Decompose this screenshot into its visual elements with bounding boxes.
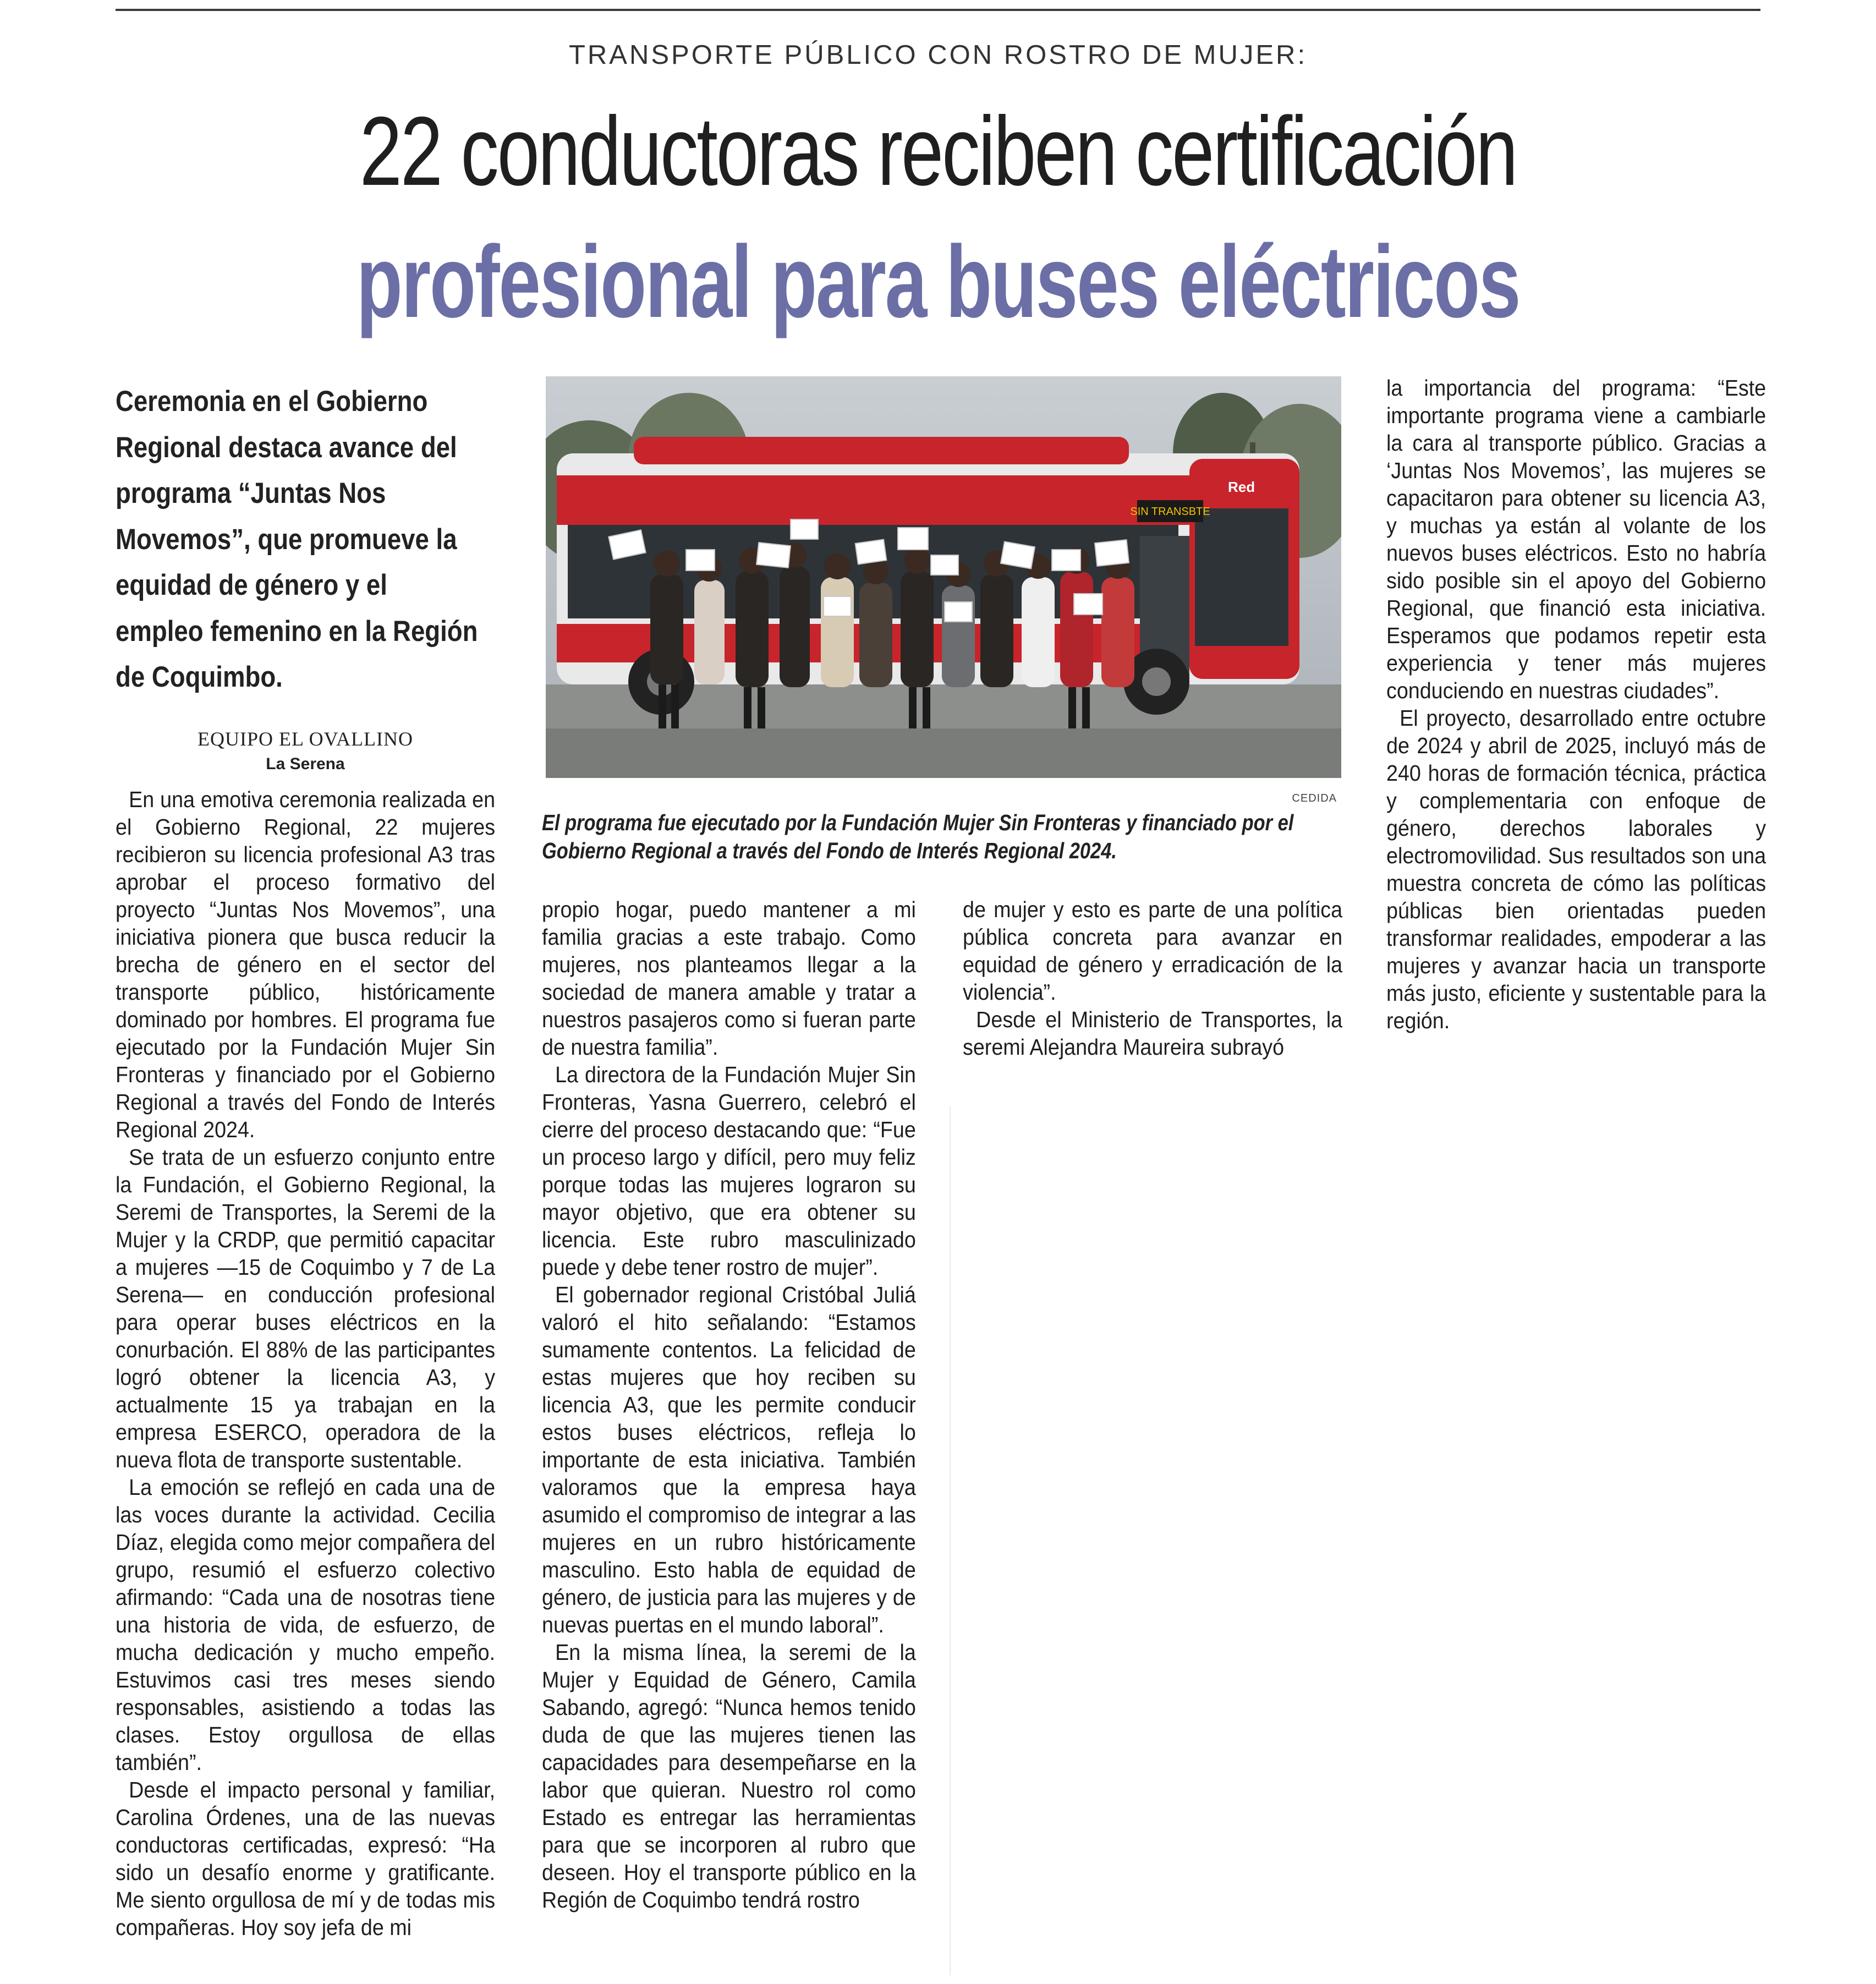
paragraph: Desde el impacto personal y familiar, Carolina Órdenes, una de las nuevas conductoras certificadas, expresó: “Ha sido un desafío enorme y gratificante. Me siento orgullosa de mí y de todas mis compañeras. Hoy soy jefa de mi — [116, 1777, 496, 1940]
paragraph: El proyecto, desarrollado entre octubre de 2024 y abril de 2025, incluyó más de 240 horas de formación técnica, práctica y complementaria con enfoque de género, derechos laborales y electromovilidad. Sus resultados son una muestra concreta de cómo las políticas públicas bien orientadas pueden transformar realidades, empoderar a las mujeres y avanzar hacia un transporte más justo, eficiente y sustentable para la región. — [1386, 705, 1767, 1033]
column-divider — [950, 1106, 951, 1975]
bus-logo: Red — [1228, 479, 1255, 495]
photo-credit: CEDIDA — [1292, 792, 1337, 804]
bus-group-illustration — [546, 376, 1341, 778]
bus-route-sign: SIN TRANSBTE — [1130, 506, 1210, 518]
byline-author: EQUIPO EL OVALLINO — [198, 728, 413, 750]
paragraph: La emoción se reflejó en cada una de las voces durante la actividad. Cecilia Díaz, elegida como mejor compañera del grupo, resumió el esfuerzo colectivo afirmando: “Cada una de nosotras tiene una historia de vida, de esfuerzo, de mucha dedicación y mucho empeño. Estuvimos casi tres meses siendo responsables, asistiendo a todas las clases. Estoy orgullosa de ellas también”. — [116, 1475, 496, 1775]
paragraph: Se trata de un esfuerzo conjunto entre la Fundación, el Gobierno Regional, la Seremi de Transportes, la Seremi de la Mujer y la CRDP, que permitió capacitar a mujeres —15 de Coquimbo y 7 de La Serena— en conducción profesional para operar buses eléctricos en la conurbación. El 88% de las participantes logró obtener la licencia A3, y actualmente 15 ya trabajan en la empresa ESERCO, operadora de la nueva flota de transporte sustentable. — [116, 1144, 496, 1472]
top-rule — [116, 9, 1760, 11]
paragraph: Desde el Ministerio de Transportes, la seremi Alejandra Maureira subrayó — [963, 1007, 1343, 1060]
article-photo — [546, 376, 1341, 778]
headline-line-1: 22 conductoras reciben certificación — [359, 96, 1517, 206]
paragraph: la importancia del programa: “Este importante programa viene a cambiarle la cara al transporte público. Gracias a ‘Juntas Nos Movemos’, las mujeres se capacitaron para obtener su licencia A3, y muchas ya están al volante de los nuevos buses eléctricos. Esto no habría sido posible sin el apoyo del Gobierno Regional, que financió esta iniciativa. Esperamos que podamos repetir esta experiencia y tener más mujeres conduciendo en nuestras ciudades”. — [1386, 375, 1767, 703]
paragraph: En una emotiva ceremonia realizada en el Gobierno Regional, 22 mujeres recibieron su licencia profesional A3 tras aprobar el proceso formativo del proyecto “Juntas Nos Movemos”, una iniciativa pionera que busca reducir la brecha de género en el sector del transporte público, históricamente dominado por hombres. El programa fue ejecutado por la Fundación Mujer Sin Fronteras y financiado por el Gobierno Regional a través del Fondo de Interés Regional 2024. — [116, 787, 496, 1142]
lede: Ceremonia en el Gobierno Regional destaca avance del programa “Juntas Nos Movemos”, que promueve la equidad de género y el empleo femenino en la Región de Coquimbo. — [116, 385, 478, 693]
body-column-2 — [542, 896, 916, 1914]
body-column-1 — [116, 786, 495, 1941]
body-column-4 — [1386, 374, 1766, 1034]
byline-place: La Serena — [266, 755, 345, 773]
photo-caption — [542, 809, 1356, 865]
body-column-3 — [963, 896, 1342, 1061]
paragraph: La directora de la Fundación Mujer Sin Fronteras, Yasna Guerrero, celebró el cierre del proceso destacando que: “Fue un proceso largo y difícil, pero muy feliz porque todas las mujeres lograron su mayor objetivo, que era obtener su licencia. Este rubro masculinizado puede y debe tener rostro de mujer”. — [542, 1062, 916, 1280]
paragraph: propio hogar, puedo mantener a mi familia gracias a este trabajo. Como mujeres, nos planteamos llegar a la sociedad de manera amable y tratar a nuestros pasajeros como si fueran parte de nuestra familia”. — [542, 897, 916, 1060]
paragraph: de mujer y esto es parte de una política pública concreta para avanzar en equidad de género y erradicación de la violencia”. — [963, 897, 1343, 1005]
headline-line-2: profesional para buses eléctricos — [356, 225, 1520, 339]
photo-caption-text: El programa fue ejecutado por la Fundación Mujer Sin Fronteras y financiado por el Gobierno Regional a través del Fondo de Interés Regional 2024. — [542, 810, 1294, 863]
paragraph: El gobernador regional Cristóbal Juliá valoró el hito señalando: “Estamos sumamente contentos. La felicidad de estas mujeres que hoy reciben su licencia A3, que les permite conducir estos buses eléctricos, refleja lo importante de esta iniciativa. También valoramos que la empresa haya asumido el compromiso de integrar a las mujeres en un rubro históricamente masculino. Esto habla de equidad de género, de justicia para las mujeres y de nuevas puertas en el mundo laboral”. — [542, 1282, 916, 1637]
paragraph: En la misma línea, la seremi de la Mujer y Equidad de Género, Camila Sabando, agregó: “Nunca hemos tenido duda de que las mujeres tienen las capacidades para desempeñarse en la labor que quieran. Nuestro rol como Estado es entregar las herramientas para que se incorporen al rubro que deseen. Hoy el transporte público en la Región de Coquimbo tendrá rostro — [542, 1640, 916, 1912]
kicker: TRANSPORTE PÚBLICO CON ROSTRO DE MUJER: — [568, 40, 1308, 70]
byline — [116, 727, 495, 774]
